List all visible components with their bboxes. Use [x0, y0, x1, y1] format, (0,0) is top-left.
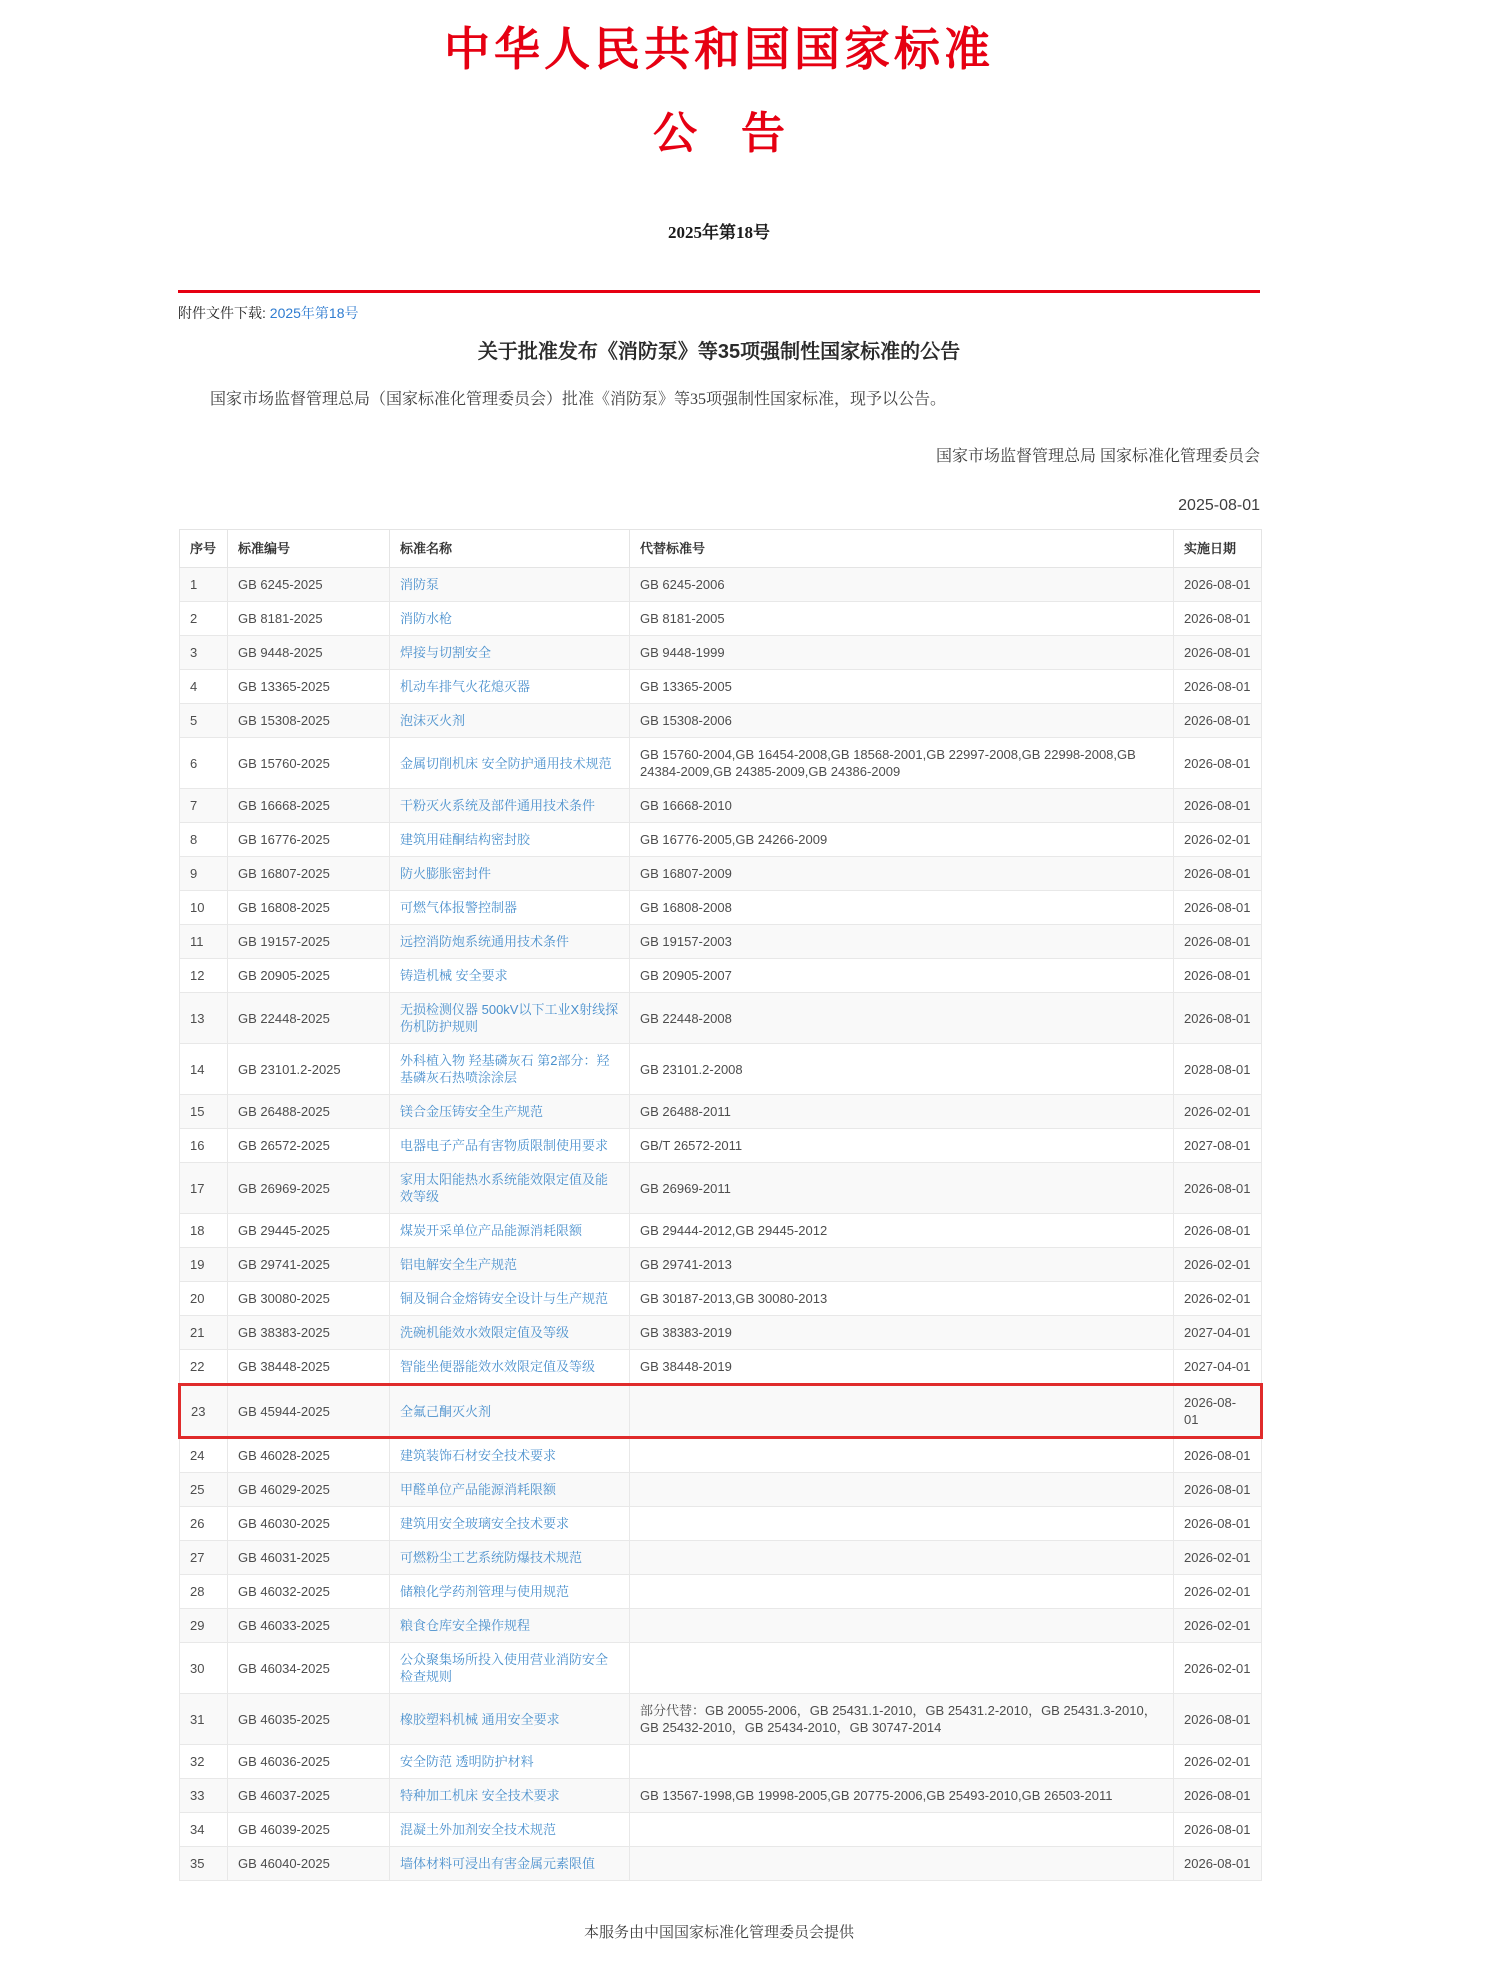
- cell-standard-name-link[interactable]: 机动车排气火花熄灭器: [390, 670, 630, 704]
- cell-standard-code: GB 6245-2025: [228, 568, 390, 602]
- cell-seq-no: 1: [180, 568, 228, 602]
- cell-standard-name-link[interactable]: 墙体材料可浸出有害金属元素限值: [390, 1847, 630, 1881]
- table-row: [180, 738, 1262, 789]
- header-standard-name: 标准名称: [390, 530, 630, 568]
- cell-seq-no: 31: [180, 1694, 228, 1745]
- cell-standard-name-link[interactable]: 智能坐便器能效水效限定值及等级: [390, 1350, 630, 1385]
- cell-replaced-standards: [630, 1745, 1174, 1779]
- cell-seq-no: 12: [180, 959, 228, 993]
- cell-replaced-standards: [630, 1385, 1174, 1438]
- cell-seq-no: 11: [180, 925, 228, 959]
- cell-implementation-date: 2026-08-01: [1174, 1473, 1262, 1507]
- table-row: [180, 925, 1262, 959]
- table-row: [180, 1813, 1262, 1847]
- cell-replaced-standards: GB 23101.2-2008: [630, 1044, 1174, 1095]
- cell-replaced-standards: [630, 1643, 1174, 1694]
- cell-replaced-standards: [630, 1541, 1174, 1575]
- cell-seq-no: 5: [180, 704, 228, 738]
- cell-seq-no: 22: [180, 1350, 228, 1385]
- issue-number: 2025年第18号: [668, 223, 770, 242]
- cell-implementation-date: 2026-08-01: [1174, 1507, 1262, 1541]
- cell-implementation-date: 2026-08-01: [1174, 636, 1262, 670]
- cell-standard-name-link[interactable]: 铝电解安全生产规范: [390, 1248, 630, 1282]
- cell-implementation-date: 2026-08-01: [1174, 568, 1262, 602]
- cell-standard-code: GB 26572-2025: [228, 1129, 390, 1163]
- cell-standard-code: GB 9448-2025: [228, 636, 390, 670]
- cell-standard-code: GB 46037-2025: [228, 1779, 390, 1813]
- table-row: [180, 1214, 1262, 1248]
- table-row: [180, 1779, 1262, 1813]
- cell-standard-code: GB 26969-2025: [228, 1163, 390, 1214]
- red-divider-line: [178, 290, 1260, 293]
- cell-replaced-standards: [630, 1609, 1174, 1643]
- cell-seq-no: 34: [180, 1813, 228, 1847]
- cell-replaced-standards: GB 26969-2011: [630, 1163, 1174, 1214]
- cell-seq-no: 24: [180, 1438, 228, 1473]
- table-row: [180, 1507, 1262, 1541]
- table-row: [180, 568, 1262, 602]
- cell-standard-name-link[interactable]: 建筑用硅酮结构密封胶: [390, 823, 630, 857]
- cell-standard-code: GB 46040-2025: [228, 1847, 390, 1881]
- cell-implementation-date: 2027-08-01: [1174, 1129, 1262, 1163]
- header-standard-code: 标准编号: [228, 530, 390, 568]
- cell-replaced-standards: [630, 1575, 1174, 1609]
- table-row: [180, 1438, 1262, 1473]
- cell-standard-code: GB 23101.2-2025: [228, 1044, 390, 1095]
- cell-replaced-standards: GB 9448-1999: [630, 636, 1174, 670]
- cell-seq-no: 2: [180, 602, 228, 636]
- cell-seq-no: 8: [180, 823, 228, 857]
- cell-replaced-standards: GB 29741-2013: [630, 1248, 1174, 1282]
- cell-implementation-date: 2026-02-01: [1174, 823, 1262, 857]
- cell-seq-no: 28: [180, 1575, 228, 1609]
- table-row: [180, 670, 1262, 704]
- cell-standard-name-link[interactable]: 泡沫灭火剂: [390, 704, 630, 738]
- cell-seq-no: 13: [180, 993, 228, 1044]
- table-row: [180, 823, 1262, 857]
- cell-standard-name-link[interactable]: 粮食仓库安全操作规程: [390, 1609, 630, 1643]
- cell-implementation-date: 2026-02-01: [1174, 1541, 1262, 1575]
- cell-standard-code: GB 46029-2025: [228, 1473, 390, 1507]
- cell-replaced-standards: GB/T 26572-2011: [630, 1129, 1174, 1163]
- cell-replaced-standards: [630, 1813, 1174, 1847]
- cell-implementation-date: 2027-04-01: [1174, 1350, 1262, 1385]
- cell-implementation-date: 2026-08-01: [1174, 925, 1262, 959]
- cell-standard-name-link[interactable]: 安全防范 透明防护材料: [390, 1745, 630, 1779]
- cell-standard-code: GB 16776-2025: [228, 823, 390, 857]
- cell-replaced-standards: [630, 1847, 1174, 1881]
- attachment-link[interactable]: 2025年第18号: [269, 305, 359, 321]
- table-row: [180, 1095, 1262, 1129]
- cell-standard-name-link[interactable]: 焊接与切割安全: [390, 636, 630, 670]
- cell-standard-name-link[interactable]: 混凝土外加剂安全技术规范: [390, 1813, 630, 1847]
- cell-replaced-standards: GB 15308-2006: [630, 704, 1174, 738]
- cell-implementation-date: 2026-02-01: [1174, 1745, 1262, 1779]
- cell-seq-no: 18: [180, 1214, 228, 1248]
- cell-standard-code: GB 30080-2025: [228, 1282, 390, 1316]
- standards-table: [178, 529, 1263, 1881]
- cell-implementation-date: 2026-08-01: [1174, 891, 1262, 925]
- table-row: [180, 1473, 1262, 1507]
- document-content: [178, 0, 1260, 1972]
- cell-replaced-standards: GB 16808-2008: [630, 891, 1174, 925]
- cell-seq-no: 3: [180, 636, 228, 670]
- document-body-paragraph: 国家市场监督管理总局（国家标准化管理委员会）批准《消防泵》等35项强制性国家标准，现予以公告。: [210, 391, 947, 408]
- table-row: [180, 1643, 1262, 1694]
- cell-standard-name-link[interactable]: 消防水枪: [390, 602, 630, 636]
- cell-implementation-date: 2026-08-01: [1174, 602, 1262, 636]
- cell-standard-code: GB 26488-2025: [228, 1095, 390, 1129]
- cell-replaced-standards: GB 19157-2003: [630, 925, 1174, 959]
- cell-replaced-standards: GB 26488-2011: [630, 1095, 1174, 1129]
- cell-replaced-standards: GB 13567-1998,GB 19998-2005,GB 20775-2006,GB 25493-2010,GB 26503-2011: [630, 1779, 1174, 1813]
- table-row: [180, 1129, 1262, 1163]
- cell-seq-no: 20: [180, 1282, 228, 1316]
- table-row: [180, 1694, 1262, 1745]
- issuing-authority-signature: 国家市场监督管理总局 国家标准化管理委员会: [935, 448, 1260, 465]
- table-body: [180, 568, 1262, 1881]
- cell-standard-code: GB 16807-2025: [228, 857, 390, 891]
- cell-seq-no: 16: [180, 1129, 228, 1163]
- cell-standard-code: GB 46031-2025: [228, 1541, 390, 1575]
- header-implementation-date: 实施日期: [1174, 530, 1262, 568]
- cell-implementation-date: 2026-02-01: [1174, 1282, 1262, 1316]
- cell-standard-name-link[interactable]: 公众聚集场所投入使用营业消防安全检查规则: [390, 1643, 630, 1694]
- cell-standard-code: GB 19157-2025: [228, 925, 390, 959]
- cell-standard-name-link[interactable]: 消防泵: [390, 568, 630, 602]
- cell-standard-name-link[interactable]: 可燃粉尘工艺系统防爆技术规范: [390, 1541, 630, 1575]
- table-row: [180, 704, 1262, 738]
- cell-replaced-standards: GB 16668-2010: [630, 789, 1174, 823]
- header-replaced-standards: 代替标准号: [630, 530, 1174, 568]
- table-row: [180, 993, 1262, 1044]
- cell-standard-code: GB 16808-2025: [228, 891, 390, 925]
- table-row: [180, 1316, 1262, 1350]
- cell-standard-name-link[interactable]: 建筑用安全玻璃安全技术要求: [390, 1507, 630, 1541]
- cell-standard-code: GB 46033-2025: [228, 1609, 390, 1643]
- cell-seq-no: 9: [180, 857, 228, 891]
- cell-standard-name-link[interactable]: 储粮化学药剂管理与使用规范: [390, 1575, 630, 1609]
- cell-implementation-date: 2026-02-01: [1174, 1643, 1262, 1694]
- table-row: [180, 891, 1262, 925]
- table-row: [180, 789, 1262, 823]
- cell-standard-name-link[interactable]: 镁合金压铸安全生产规范: [390, 1095, 630, 1129]
- table-row: [180, 1847, 1262, 1881]
- cell-seq-no: 30: [180, 1643, 228, 1694]
- table-row: [180, 1609, 1262, 1643]
- cell-seq-no: 10: [180, 891, 228, 925]
- header-seq-no: 序号: [180, 530, 228, 568]
- cell-standard-code: GB 29741-2025: [228, 1248, 390, 1282]
- cell-standard-code: GB 38448-2025: [228, 1350, 390, 1385]
- cell-seq-no: 27: [180, 1541, 228, 1575]
- cell-seq-no: 23: [180, 1385, 228, 1438]
- publish-date: 2025-08-01: [1178, 497, 1260, 514]
- document-title: 关于批准发布《消防泵》等35项强制性国家标准的公告: [477, 341, 961, 363]
- cell-implementation-date: 2026-08-01: [1174, 959, 1262, 993]
- cell-seq-no: 26: [180, 1507, 228, 1541]
- cell-standard-name-link[interactable]: 远控消防炮系统通用技术条件: [390, 925, 630, 959]
- cell-seq-no: 32: [180, 1745, 228, 1779]
- cell-replaced-standards: GB 16807-2009: [630, 857, 1174, 891]
- cell-implementation-date: 2026-08-01: [1174, 993, 1262, 1044]
- cell-seq-no: 15: [180, 1095, 228, 1129]
- cell-implementation-date: 2026-02-01: [1174, 1095, 1262, 1129]
- cell-standard-code: GB 45944-2025: [228, 1385, 390, 1438]
- cell-standard-name-link[interactable]: 甲醛单位产品能源消耗限额: [390, 1473, 630, 1507]
- cell-implementation-date: 2026-02-01: [1174, 1248, 1262, 1282]
- cell-implementation-date: 2027-04-01: [1174, 1316, 1262, 1350]
- cell-standard-name-link[interactable]: 全氟己酮灭火剂: [390, 1385, 630, 1438]
- cell-replaced-standards: [630, 1473, 1174, 1507]
- cell-standard-code: GB 8181-2025: [228, 602, 390, 636]
- cell-implementation-date: 2026-08-01: [1174, 1694, 1262, 1745]
- cell-standard-code: GB 46035-2025: [228, 1694, 390, 1745]
- cell-replaced-standards: GB 15760-2004,GB 16454-2008,GB 18568-2001,GB 22997-2008,GB 22998-2008,GB 24384-2009,GB 24385-2009,GB 24386-2009: [630, 738, 1174, 789]
- main-title: 中华人民共和国国家标准: [444, 24, 994, 75]
- cell-seq-no: 14: [180, 1044, 228, 1095]
- cell-seq-no: 7: [180, 789, 228, 823]
- cell-implementation-date: 2026-08-01: [1174, 1385, 1262, 1438]
- cell-standard-code: GB 46028-2025: [228, 1438, 390, 1473]
- cell-seq-no: 19: [180, 1248, 228, 1282]
- cell-standard-name-link[interactable]: 金属切削机床 安全防护通用技术规范: [390, 738, 630, 789]
- cell-replaced-standards: GB 22448-2008: [630, 993, 1174, 1044]
- cell-seq-no: 25: [180, 1473, 228, 1507]
- cell-seq-no: 29: [180, 1609, 228, 1643]
- cell-standard-name-link[interactable]: 可燃气体报警控制器: [390, 891, 630, 925]
- cell-standard-code: GB 22448-2025: [228, 993, 390, 1044]
- cell-standard-code: GB 46036-2025: [228, 1745, 390, 1779]
- table-row: [180, 959, 1262, 993]
- cell-standard-name-link[interactable]: 煤炭开采单位产品能源消耗限额: [390, 1214, 630, 1248]
- announcement-heading: 公 告: [653, 109, 785, 158]
- table-row: [180, 1385, 1262, 1438]
- cell-seq-no: 4: [180, 670, 228, 704]
- cell-seq-no: 6: [180, 738, 228, 789]
- table-row: [180, 1044, 1262, 1095]
- table-row: [180, 1541, 1262, 1575]
- cell-standard-name-link[interactable]: 建筑装饰石材安全技术要求: [390, 1438, 630, 1473]
- cell-implementation-date: 2026-02-01: [1174, 1575, 1262, 1609]
- table-row: [180, 1745, 1262, 1779]
- cell-implementation-date: 2026-08-01: [1174, 789, 1262, 823]
- cell-implementation-date: 2028-08-01: [1174, 1044, 1262, 1095]
- cell-standard-name-link[interactable]: 家用太阳能热水系统能效限定值及能效等级: [390, 1163, 630, 1214]
- table-row: [180, 602, 1262, 636]
- cell-replaced-standards: GB 20905-2007: [630, 959, 1174, 993]
- cell-replaced-standards: 部分代替：GB 20055-2006，GB 25431.1-2010，GB 25431.2-2010，GB 25431.3-2010，GB 25432-2010，GB 25434-2010，GB 30747-2014: [630, 1694, 1174, 1745]
- cell-standard-code: GB 20905-2025: [228, 959, 390, 993]
- table-row: [180, 1282, 1262, 1316]
- cell-implementation-date: 2026-08-01: [1174, 1813, 1262, 1847]
- cell-implementation-date: 2026-08-01: [1174, 738, 1262, 789]
- cell-implementation-date: 2026-02-01: [1174, 1609, 1262, 1643]
- cell-replaced-standards: GB 16776-2005,GB 24266-2009: [630, 823, 1174, 857]
- cell-replaced-standards: GB 38448-2019: [630, 1350, 1174, 1385]
- cell-standard-name-link[interactable]: 橡胶塑料机械 通用安全要求: [390, 1694, 630, 1745]
- cell-replaced-standards: GB 38383-2019: [630, 1316, 1174, 1350]
- cell-replaced-standards: GB 6245-2006: [630, 568, 1174, 602]
- cell-standard-code: GB 46032-2025: [228, 1575, 390, 1609]
- table-row: [180, 1163, 1262, 1214]
- cell-standard-name-link[interactable]: 电器电子产品有害物质限制使用要求: [390, 1129, 630, 1163]
- cell-standard-code: GB 38383-2025: [228, 1316, 390, 1350]
- table-header-row: [180, 530, 1262, 568]
- table-row: [180, 1575, 1262, 1609]
- cell-standard-name-link[interactable]: 干粉灭火系统及部件通用技术条件: [390, 789, 630, 823]
- cell-standard-name-link[interactable]: 特种加工机床 安全技术要求: [390, 1779, 630, 1813]
- cell-seq-no: 33: [180, 1779, 228, 1813]
- cell-implementation-date: 2026-08-01: [1174, 1214, 1262, 1248]
- attachment-download-row: [178, 303, 1260, 323]
- cell-standard-name-link[interactable]: 洗碗机能效水效限定值及等级: [390, 1316, 630, 1350]
- table-row: [180, 636, 1262, 670]
- cell-standard-code: GB 15308-2025: [228, 704, 390, 738]
- cell-seq-no: 21: [180, 1316, 228, 1350]
- cell-replaced-standards: GB 30187-2013,GB 30080-2013: [630, 1282, 1174, 1316]
- cell-replaced-standards: [630, 1507, 1174, 1541]
- table-row: [180, 1248, 1262, 1282]
- cell-standard-name-link[interactable]: 外科植入物 羟基磷灰石 第2部分：羟基磷灰石热喷涂涂层: [390, 1044, 630, 1095]
- cell-standard-code: GB 46034-2025: [228, 1643, 390, 1694]
- cell-standard-name-link[interactable]: 无损检测仪器 500kV以下工业X射线探伤机防护规则: [390, 993, 630, 1044]
- table-row: [180, 857, 1262, 891]
- cell-standard-code: GB 13365-2025: [228, 670, 390, 704]
- cell-implementation-date: 2026-08-01: [1174, 1779, 1262, 1813]
- footer-service-note: 本服务由中国国家标准化管理委员会提供: [583, 1924, 854, 1941]
- cell-implementation-date: 2026-08-01: [1174, 1847, 1262, 1881]
- cell-standard-name-link[interactable]: 铜及铜合金熔铸安全设计与生产规范: [390, 1282, 630, 1316]
- cell-standard-code: GB 16668-2025: [228, 789, 390, 823]
- cell-standard-code: GB 29445-2025: [228, 1214, 390, 1248]
- cell-implementation-date: 2026-08-01: [1174, 704, 1262, 738]
- cell-replaced-standards: GB 29444-2012,GB 29445-2012: [630, 1214, 1174, 1248]
- cell-implementation-date: 2026-08-01: [1174, 1163, 1262, 1214]
- cell-standard-name-link[interactable]: 铸造机械 安全要求: [390, 959, 630, 993]
- cell-standard-name-link[interactable]: 防火膨胀密封件: [390, 857, 630, 891]
- cell-implementation-date: 2026-08-01: [1174, 1438, 1262, 1473]
- cell-implementation-date: 2026-08-01: [1174, 670, 1262, 704]
- cell-standard-code: GB 15760-2025: [228, 738, 390, 789]
- cell-replaced-standards: GB 13365-2005: [630, 670, 1174, 704]
- cell-implementation-date: 2026-08-01: [1174, 857, 1262, 891]
- cell-seq-no: 35: [180, 1847, 228, 1881]
- cell-standard-code: GB 46030-2025: [228, 1507, 390, 1541]
- cell-standard-code: GB 46039-2025: [228, 1813, 390, 1847]
- cell-replaced-standards: GB 8181-2005: [630, 602, 1174, 636]
- table-row: [180, 1350, 1262, 1385]
- attachment-label: 附件文件下载:: [178, 305, 266, 321]
- cell-seq-no: 17: [180, 1163, 228, 1214]
- cell-replaced-standards: [630, 1438, 1174, 1473]
